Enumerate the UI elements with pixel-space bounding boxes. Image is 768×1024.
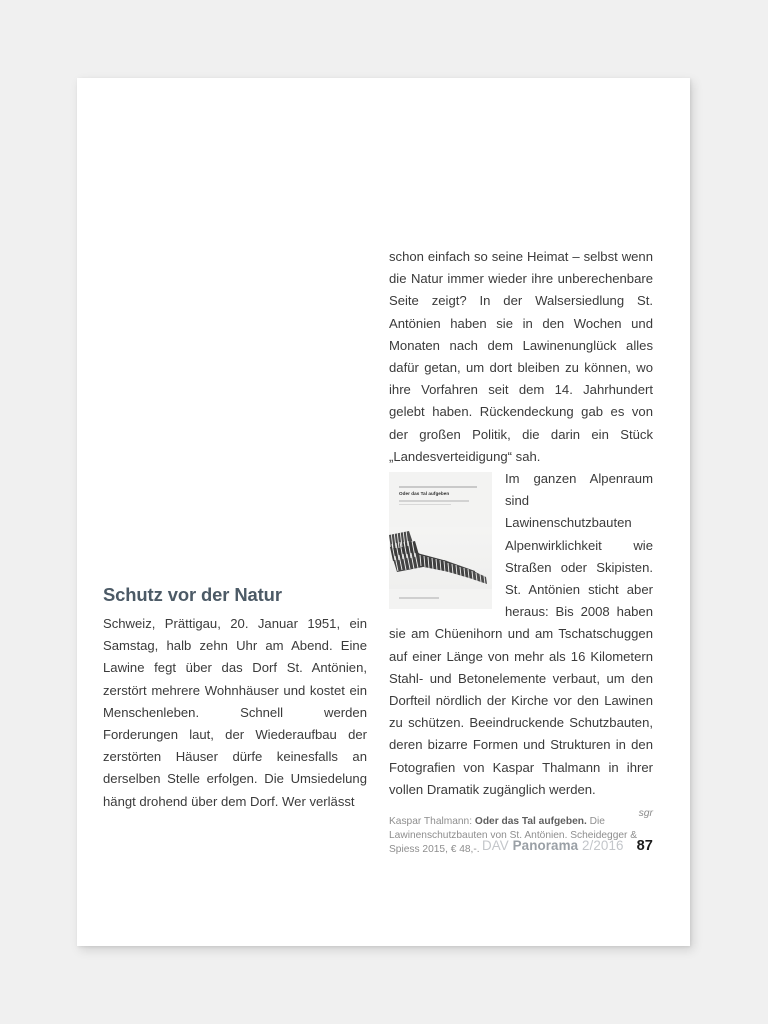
article-body-left: Schweiz, Prättigau, 20. Januar 1951, ein Samstag, halb zehn Uhr am Abend. Eine Lawine fegt über das Dorf St. Antönien, zerstört mehrere Wohnhäuser und kostet ein Menschenleben. Schnell werden Forderungen laut, der Wiederaufbau der zerstörten Häuser dürfe keinesfalls an derselben Stelle erfolgen. Die Umsiedelung hängt drohend über dem Dorf. Wer verlässt xyxy=(103,616,367,809)
book-cover-publisher-mark xyxy=(399,597,439,599)
book-cover-image xyxy=(389,472,492,609)
footer-brand: Panorama xyxy=(512,838,579,853)
article-paragraph-2: Im ganzen Alpenraum sind Lawinenschutzbauten Alpenwirklichkeit wie Straßen oder Skipisten. St. Antönien sticht aber heraus: Bis 2008 haben sie am Chüenihorn und am Tschatschuggen auf einer Länge von mehr als 16 Kilometern Stahl- und Betonelemente verbaut, um den Dorfteil nördlich der Kirche vor den Lawinen zu schützen. Beeindruckende Schutzbauten, deren bizarre Formen und Strukturen in den Fotografien von Kaspar Thalmann in ihrer vollen Dramatik zugänglich werden. xyxy=(389,471,653,797)
caption-author: Kaspar Thalmann: xyxy=(389,816,475,828)
footer-publisher: DAV xyxy=(481,838,513,853)
article-byline: sgr xyxy=(638,808,653,820)
right-column xyxy=(389,246,653,857)
book-cover-subtitle-rule-2 xyxy=(399,504,451,506)
article-paragraph-1: schon einfach so seine Heimat – selbst wenn die Natur immer wieder ihre unberechenbare Seite zeigt? In der Walsersiedlung St. Antönien haben sie in den Wochen und Monaten nach dem Lawinenunglück alles dafür getan, um dort bleiben zu können, wo ihre Vorfahren seit dem 14. Jahrhundert gelebt haben. Rückendeckung gab es von der großen Politik, die darin ein Stück „Landesverteidigung“ sah. xyxy=(389,249,653,464)
page-footer xyxy=(482,838,653,854)
page-title: Schutz vor der Natur xyxy=(103,584,282,605)
caption-book-title: Oder das Tal aufgeben. xyxy=(474,816,587,828)
caption-rest: Die Lawinenschutzbauten von St. Antönien. Scheidegger & Spiess 2015, € 48,-. xyxy=(389,816,638,856)
page-number: 87 xyxy=(636,838,653,854)
book-cover-kicker-rule xyxy=(399,486,477,488)
book-cover-subtitle-rule xyxy=(399,500,469,502)
left-column xyxy=(103,583,367,813)
magazine-page xyxy=(77,78,690,946)
book-cover-title: Oder das Tal aufgeben xyxy=(399,491,450,497)
footer-issue: 2/2016 xyxy=(578,838,624,853)
avalanche-barrier-photo xyxy=(389,527,492,589)
